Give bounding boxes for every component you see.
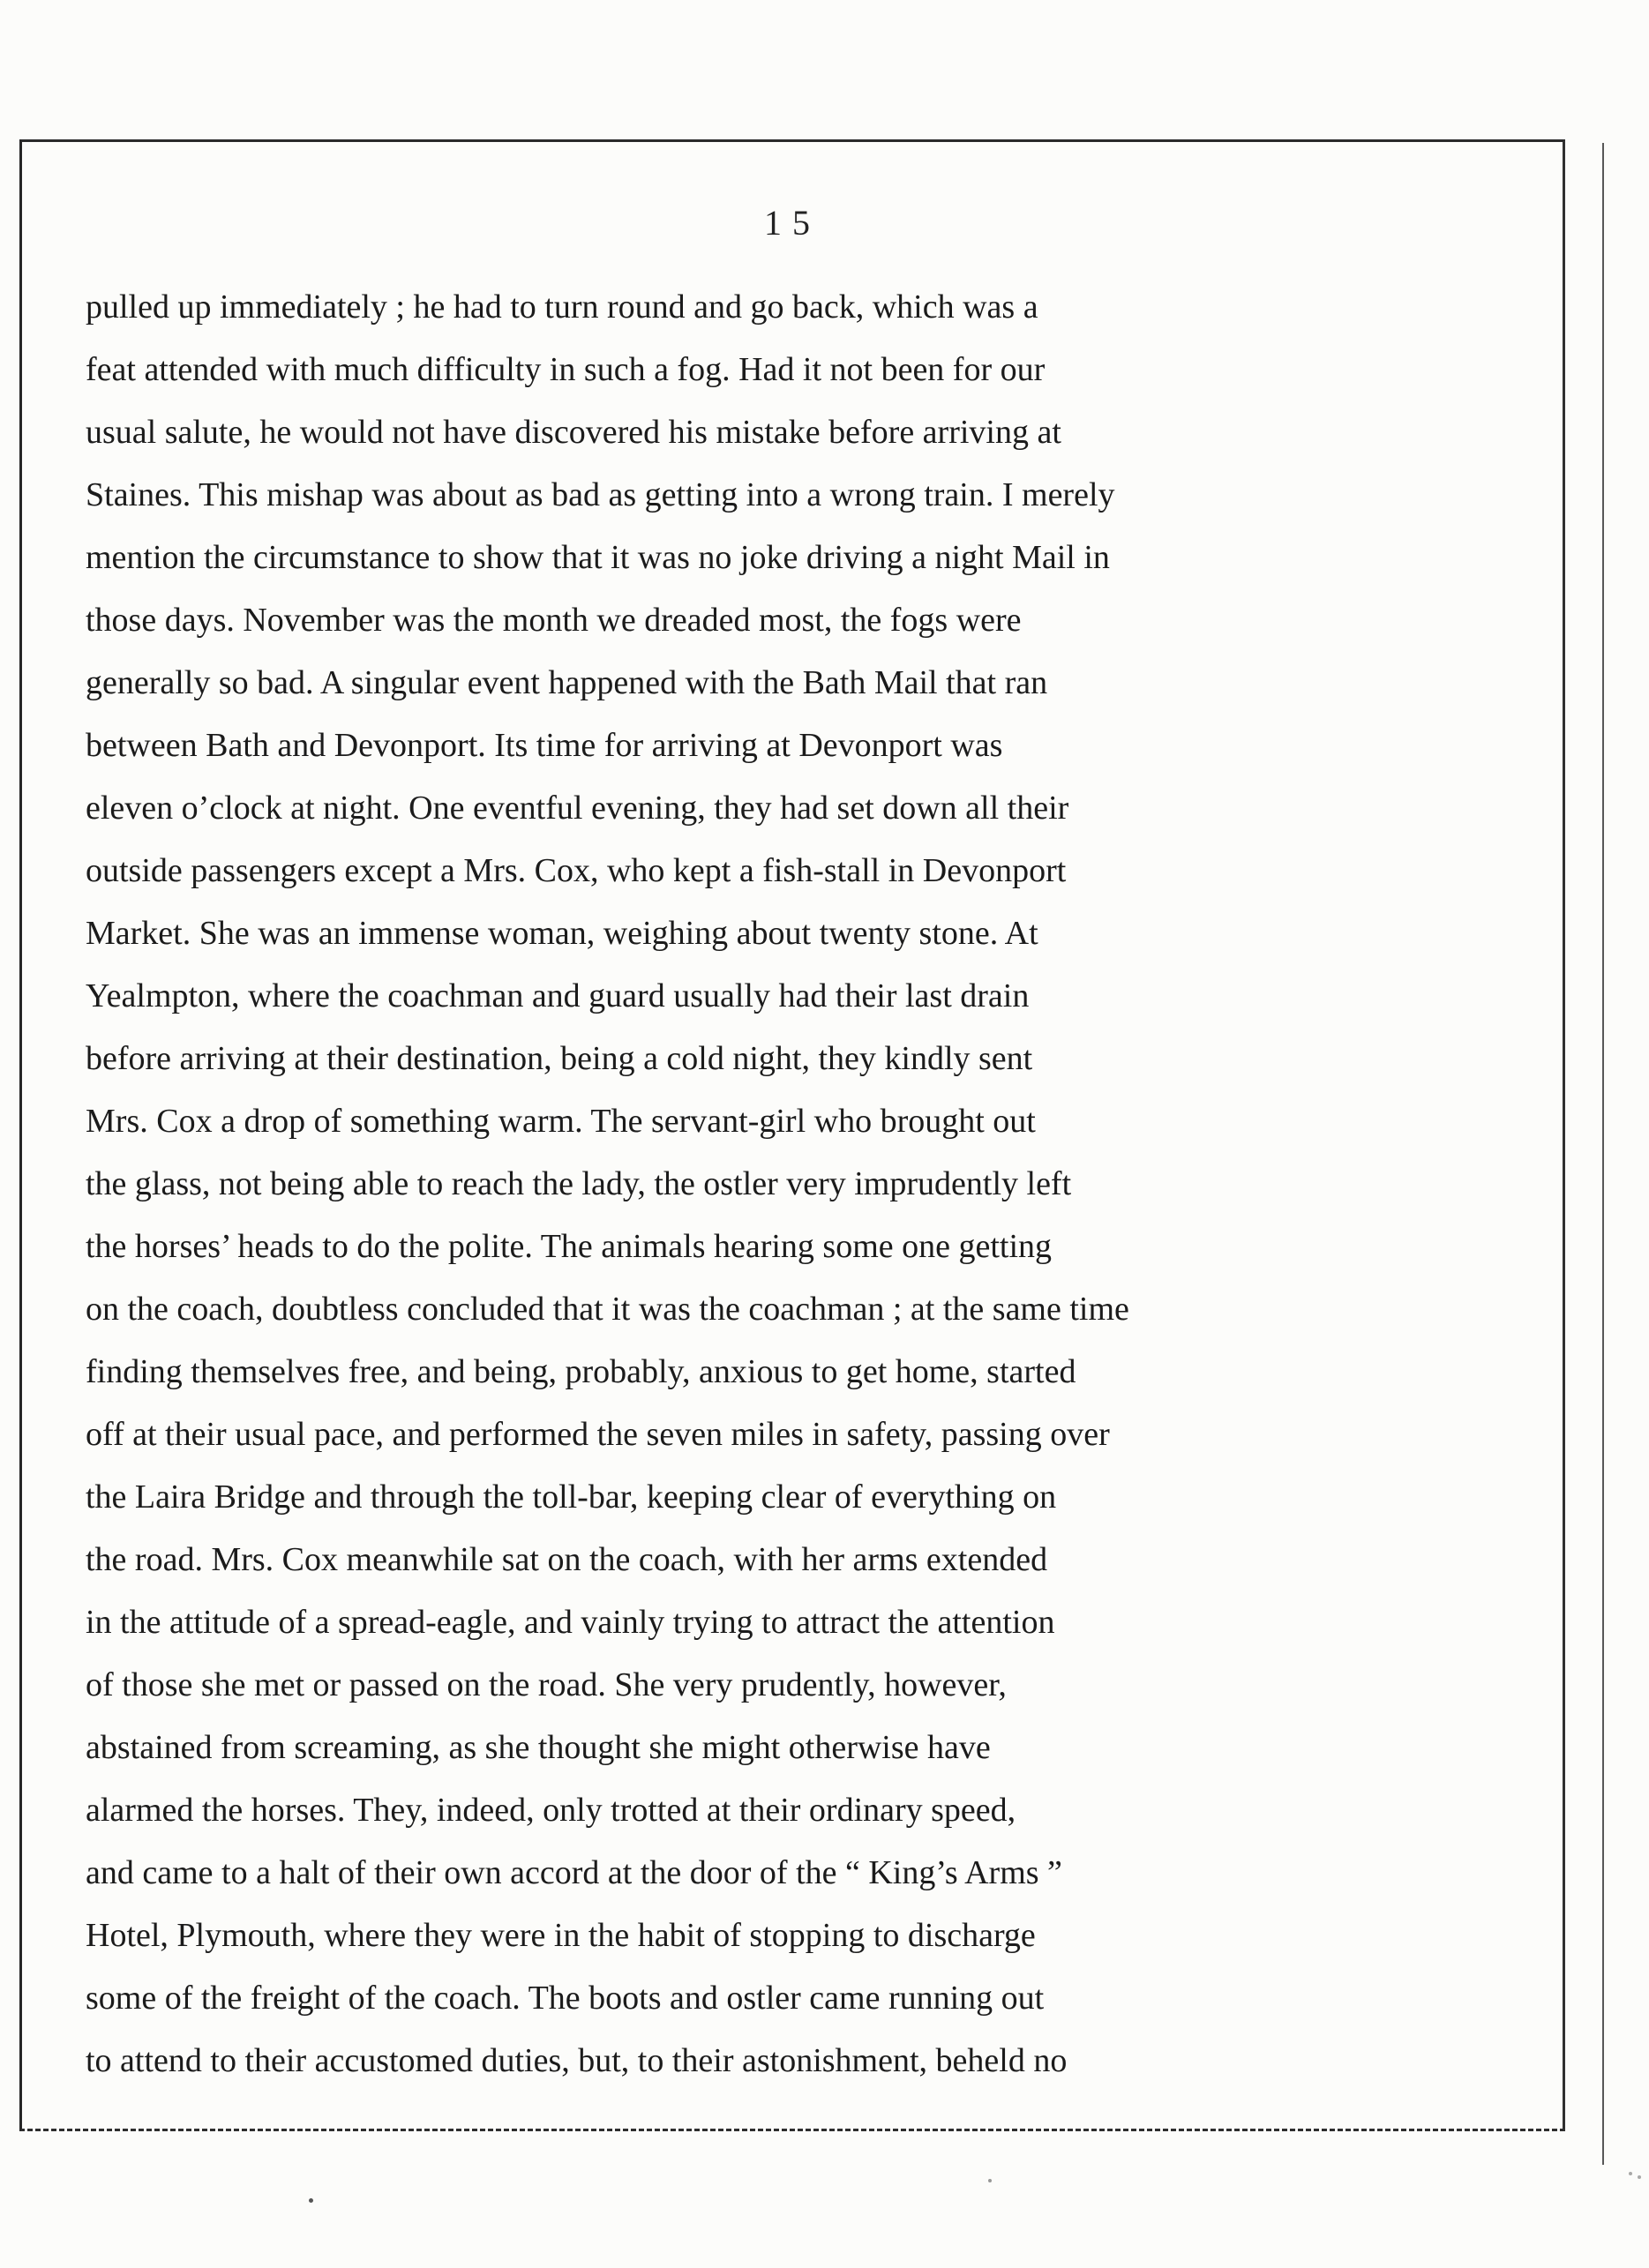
- text-line: abstained from screaming, as she thought she might otherwise have: [86, 1729, 991, 1766]
- text-line: alarmed the horses. They, indeed, only trotted at their ordinary speed,: [86, 1792, 1016, 1829]
- page-number: 15: [764, 203, 821, 243]
- text-line: finding themselves free, and being, probably, anxious to get home, started: [86, 1353, 1076, 1390]
- body-text: [86, 276, 1531, 2092]
- text-line: on the coach, doubtless concluded that it was the coachman ; at the same time: [86, 1291, 1129, 1328]
- page-border-frame: [19, 139, 1565, 2131]
- text-line: feat attended with much difficulty in such a fog. Had it not been for our: [86, 351, 1046, 388]
- text-line: the glass, not being able to reach the lady, the ostler very imprudently left: [86, 1165, 1072, 1202]
- text-line: usual salute, he would not have discovered his mistake before arriving at: [86, 414, 1061, 451]
- text-line: of those she met or passed on the road. She very prudently, however,: [86, 1666, 1007, 1703]
- text-line: Yealmpton, where the coachman and guard usually had their last drain: [86, 977, 1030, 1014]
- text-line: outside passengers except a Mrs. Cox, who kept a fish-stall in Devonport: [86, 852, 1067, 889]
- scan-speck: [1638, 2175, 1641, 2179]
- text-line: some of the freight of the coach. The boots and ostler came running out: [86, 1980, 1045, 2017]
- text-line: pulled up immediately ; he had to turn round and go back, which was a: [86, 288, 1038, 326]
- decorative-right-rule: [1602, 143, 1604, 2165]
- scan-speck: [1629, 2172, 1632, 2175]
- scan-speck: [309, 2198, 313, 2203]
- text-line: Hotel, Plymouth, where they were in the habit of stopping to discharge: [86, 1917, 1036, 1954]
- text-line: the horses’ heads to do the polite. The animals hearing some one getting: [86, 1228, 1053, 1265]
- text-line: and came to a halt of their own accord at the door of the “ King’s Arms ”: [86, 1854, 1062, 1891]
- text-line: mention the circumstance to show that it was no joke driving a night Mail in: [86, 539, 1110, 576]
- text-line: between Bath and Devonport. Its time for arriving at Devonport was: [86, 727, 1003, 764]
- scan-speck: [988, 2179, 992, 2182]
- text-line: in the attitude of a spread-eagle, and vainly trying to attract the attention: [86, 1604, 1055, 1641]
- text-line: the road. Mrs. Cox meanwhile sat on the coach, with her arms extended: [86, 1541, 1048, 1578]
- text-line: Staines. This mishap was about as bad as getting into a wrong train. I merely: [86, 476, 1115, 513]
- text-line: Market. She was an immense woman, weighing about twenty stone. At: [86, 915, 1038, 952]
- text-line: before arriving at their destination, being a cold night, they kindly sent: [86, 1040, 1033, 1077]
- text-line: those days. November was the month we dreaded most, the fogs were: [86, 602, 1022, 639]
- text-line: the Laira Bridge and through the toll-bar, keeping clear of everything on: [86, 1478, 1057, 1516]
- text-line: eleven o’clock at night. One eventful evening, they had set down all their: [86, 790, 1069, 827]
- text-line: to attend to their accustomed duties, but, to their astonishment, beheld no: [86, 2042, 1068, 2079]
- text-line: generally so bad. A singular event happened with the Bath Mail that ran: [86, 664, 1048, 701]
- text-line: off at their usual pace, and performed the seven miles in safety, passing over: [86, 1416, 1110, 1453]
- text-line: Mrs. Cox a drop of something warm. The servant-girl who brought out: [86, 1103, 1036, 1140]
